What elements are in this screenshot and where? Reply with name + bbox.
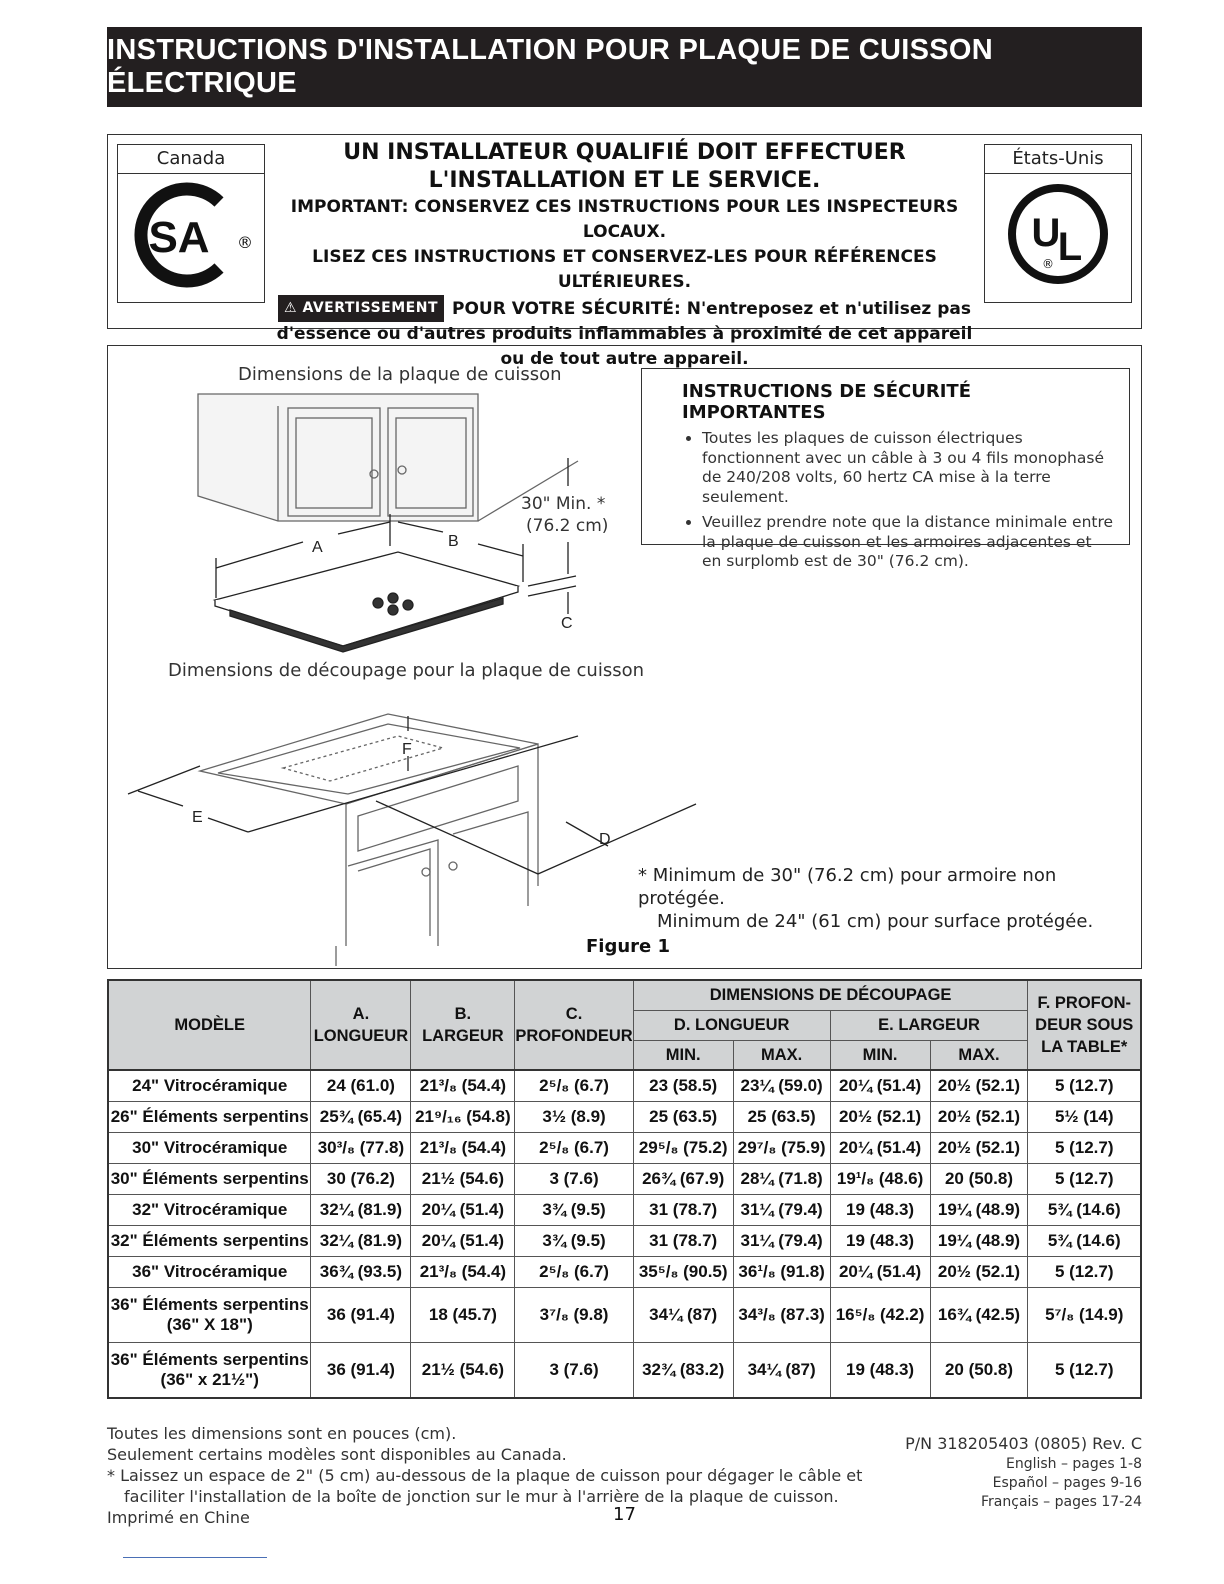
cell-model (108, 1102, 311, 1133)
footer-right (905, 1433, 1142, 1512)
certification-text (268, 139, 981, 372)
cell-d-max: 34³/₈ (87.3) (733, 1288, 830, 1343)
cell-e-max: 19¼ (48.9) (930, 1226, 1028, 1257)
cell-e-min: 20½ (52.1) (830, 1102, 930, 1133)
footer-line3: * Laissez un espace de 2" (5 cm) au-dessous de la plaque de cuisson pour dégager le câble et faciliter l'installation de la boîte de jonction sur le mur à l'arrière de la plaque de cuisson. (107, 1466, 863, 1506)
cell-e-min: 19 (48.3) (830, 1195, 930, 1226)
table-row (108, 1102, 1141, 1133)
cell-b: 18 (45.7) (411, 1288, 515, 1343)
label-d: D (599, 831, 611, 848)
clearance-note-line2: Minimum de 24" (61 cm) pour surface protégée. (657, 911, 1094, 932)
svg-text:U: U (1031, 211, 1061, 255)
figure-label: Figure 1 (586, 936, 671, 957)
cell-e-max: 20½ (52.1) (930, 1070, 1028, 1102)
header-e-min: MIN. (830, 1040, 930, 1070)
model-name: 30" Éléments serpentins (110, 1169, 309, 1188)
cell-b: 21³/₈ (54.4) (411, 1257, 515, 1288)
ul-logo-icon (998, 180, 1118, 290)
cell-c: 3½ (8.9) (515, 1102, 633, 1133)
cell-b: 21½ (54.6) (411, 1164, 515, 1195)
header-d-max: MAX. (733, 1040, 830, 1070)
cell-c: 3¾ (9.5) (515, 1226, 633, 1257)
svg-text:®: ® (1042, 257, 1054, 271)
cell-a: 36¾ (93.5) (311, 1257, 411, 1288)
cell-model (108, 1164, 311, 1195)
cell-e-max: 20½ (52.1) (930, 1102, 1028, 1133)
cell-e-max: 20 (50.8) (930, 1164, 1028, 1195)
warning-badge: ⚠ AVERTISSEMENT (278, 295, 444, 322)
canada-label: Canada (118, 145, 264, 174)
header-c (515, 980, 633, 1070)
cell-model (108, 1195, 311, 1226)
cell-d-max: 29⁷/₈ (75.9) (733, 1133, 830, 1164)
cell-d-min: 25 (63.5) (633, 1102, 733, 1133)
figure-box (107, 345, 1142, 969)
cell-b: 20¼ (51.4) (411, 1195, 515, 1226)
warning-line2: d'essence ou d'autres produits inflammables à proximité de cet appareil (276, 324, 973, 344)
cell-a: 32¼ (81.9) (311, 1195, 411, 1226)
footer-line2: Seulement certains modèles sont disponibles au Canada. (107, 1445, 567, 1464)
cell-model (108, 1070, 311, 1102)
cell-model (108, 1288, 311, 1343)
cell-d-min: 34¼ (87) (633, 1288, 733, 1343)
header-f (1028, 980, 1141, 1070)
cell-e-min: 16⁵/₈ (42.2) (830, 1288, 930, 1343)
cell-e-min: 20¼ (51.4) (830, 1133, 930, 1164)
cell-f: 5 (12.7) (1028, 1343, 1141, 1399)
page-number: 17 (613, 1504, 636, 1525)
svg-text:L: L (1057, 225, 1083, 269)
cell-model (108, 1257, 311, 1288)
model-name: 36" Éléments serpentins (110, 1350, 309, 1369)
cell-d-max: 23¼ (59.0) (733, 1070, 830, 1102)
svg-text:®: ® (237, 233, 253, 252)
label-b: B (448, 533, 459, 550)
cell-b: 21½ (54.6) (411, 1343, 515, 1399)
cell-a: 36 (91.4) (311, 1343, 411, 1399)
model-name: 30" Vitrocéramique (132, 1138, 288, 1157)
cell-f: 5¾ (14.6) (1028, 1195, 1141, 1226)
cell-f: 5¾ (14.6) (1028, 1226, 1141, 1257)
clearance-note-line1: * Minimum de 30" (76.2 cm) pour armoire non protégée. (638, 865, 1057, 909)
cell-d-max: 31¼ (79.4) (733, 1195, 830, 1226)
cell-d-min: 29⁵/₈ (75.2) (633, 1133, 733, 1164)
lang-spanish: Español – pages 9-16 (992, 1475, 1142, 1491)
cell-c: 3⁷/₈ (9.8) (515, 1288, 633, 1343)
cell-a: 30 (76.2) (311, 1164, 411, 1195)
table-row (108, 1343, 1141, 1399)
cooktop-drawing (215, 552, 518, 652)
cell-f: 5 (12.7) (1028, 1070, 1141, 1102)
table-row (108, 1164, 1141, 1195)
lang-english: English – pages 1-8 (1005, 1456, 1142, 1472)
header-cutout: DIMENSIONS DE DÉCOUPAGE (633, 980, 1028, 1010)
cell-d-max: 36¹/₈ (91.8) (733, 1257, 830, 1288)
cell-b: 20¼ (51.4) (411, 1226, 515, 1257)
model-name: 36" Éléments serpentins (110, 1295, 309, 1314)
cell-c: 2⁵/₈ (6.7) (515, 1070, 633, 1102)
base-cabinet-drawing (200, 714, 538, 966)
csa-logo-icon (131, 180, 251, 290)
cell-c: 2⁵/₈ (6.7) (515, 1133, 633, 1164)
cell-c: 3 (7.6) (515, 1164, 633, 1195)
cell-d-min: 32¾ (83.2) (633, 1343, 733, 1399)
cell-a: 32¼ (81.9) (311, 1226, 411, 1257)
header-c-1: C. (565, 1005, 583, 1023)
cell-b: 21³/₈ (54.4) (411, 1133, 515, 1164)
warning-text-1: POUR VOTRE SÉCURITÉ: N'entreposez et n'utilisez pas (452, 299, 971, 319)
model-name: 32" Vitrocéramique (132, 1200, 288, 1219)
footer-line4: Imprimé en Chine (107, 1508, 250, 1527)
cell-f: 5 (12.7) (1028, 1257, 1141, 1288)
label-a: A (312, 539, 323, 556)
header-b-1: B. (454, 1005, 472, 1023)
dimensions-table (107, 979, 1142, 1399)
header-d-min: MIN. (633, 1040, 733, 1070)
qualified-installer-line2: L'INSTALLATION ET LE SERVICE. (428, 168, 821, 193)
cooktop-dimensions-caption: Dimensions de la plaque de cuisson (238, 364, 562, 385)
cell-model (108, 1133, 311, 1164)
header-model: MODÈLE (108, 980, 311, 1070)
cell-e-min: 19¹/₈ (48.6) (830, 1164, 930, 1195)
warning-line3: ou de tout autre appareil. (500, 349, 749, 369)
footer-notes (107, 1423, 864, 1528)
footer-line1: Toutes les dimensions sont en pouces (cm). (107, 1424, 457, 1443)
header-d: D. LONGUEUR (633, 1010, 830, 1040)
cell-e-max: 19¼ (48.9) (930, 1195, 1028, 1226)
header-b (411, 980, 515, 1070)
safety-bullet: • Toutes les plaques de cuisson électriques fonctionnent avec un câble à 3 ou 4 fils monophasé de 240/208 volts, 60 hertz CA mise à la terre seulement. (702, 429, 1115, 507)
safety-title: INSTRUCTIONS DE SÉCURITÉ IMPORTANTES (682, 381, 971, 423)
header-b-2: LARGEUR (422, 1027, 504, 1045)
svg-text:SA: SA (148, 213, 210, 262)
clearance-line2: (76.2 cm) (526, 516, 609, 536)
model-size: (36" x 21½") (160, 1370, 259, 1389)
cell-a: 36 (91.4) (311, 1288, 411, 1343)
cell-e-min: 20¼ (51.4) (830, 1070, 930, 1102)
header-a (311, 980, 411, 1070)
safety-bullet: • Veuillez prendre note que la distance minimale entre la plaque de cuisson et les armoires adjacentes et en surplomb est de 30" (76.2 cm). (702, 513, 1115, 572)
cell-f: 5½ (14) (1028, 1102, 1141, 1133)
header-e: E. LARGEUR (830, 1010, 1028, 1040)
cell-d-max: 28¼ (71.8) (733, 1164, 830, 1195)
part-number: P/N 318205403 (0805) Rev. C (905, 1434, 1142, 1453)
header-f-1: F. PROFON- (1037, 994, 1131, 1012)
safety-list (666, 429, 1115, 572)
qualified-installer-line1: UN INSTALLATEUR QUALIFIÉ DOIT EFFECTUER (343, 140, 906, 165)
ul-logo-box (984, 144, 1132, 303)
header-e-max: MAX. (930, 1040, 1028, 1070)
table-row (108, 1070, 1141, 1102)
label-c: C (561, 615, 573, 632)
header-f-3: LA TABLE* (1041, 1038, 1128, 1056)
cell-d-max: 25 (63.5) (733, 1102, 830, 1133)
cell-d-min: 35⁵/₈ (90.5) (633, 1257, 733, 1288)
cell-e-min: 19 (48.3) (830, 1343, 930, 1399)
cell-c: 3 (7.6) (515, 1343, 633, 1399)
cell-e-max: 20 (50.8) (930, 1343, 1028, 1399)
model-name: 32" Éléments serpentins (110, 1231, 309, 1250)
model-size: (36" X 18") (166, 1315, 253, 1334)
header-f-2: DEUR SOUS (1035, 1016, 1134, 1034)
certification-box (107, 134, 1142, 369)
cell-f: 5⁷/₈ (14.9) (1028, 1288, 1141, 1343)
cell-d-max: 34¼ (87) (733, 1343, 830, 1399)
cell-b: 21⁹/₁₆ (54.8) (411, 1102, 515, 1133)
table-row (108, 1226, 1141, 1257)
footer-rule (123, 1557, 267, 1558)
table-row (108, 1288, 1141, 1343)
cell-model (108, 1343, 311, 1399)
cell-e-min: 20¼ (51.4) (830, 1257, 930, 1288)
cell-b: 21³/₈ (54.4) (411, 1070, 515, 1102)
important-line: IMPORTANT: CONSERVEZ CES INSTRUCTIONS POUR LES INSPECTEURS LOCAUX. (290, 197, 959, 242)
table-body (108, 1070, 1141, 1398)
cell-f: 5 (12.7) (1028, 1164, 1141, 1195)
cell-d-min: 26¾ (67.9) (633, 1164, 733, 1195)
header-a-1: A. (352, 1005, 370, 1023)
cell-e-max: 20½ (52.1) (930, 1133, 1028, 1164)
cell-c: 3¾ (9.5) (515, 1195, 633, 1226)
lang-french: Français – pages 17-24 (981, 1494, 1142, 1510)
read-line: LISEZ CES INSTRUCTIONS ET CONSERVEZ-LES POUR RÉFÉRENCES ULTÉRIEURES. (312, 247, 937, 292)
cell-e-max: 16¾ (42.5) (930, 1288, 1028, 1343)
cutout-dimensions-caption: Dimensions de découpage pour la plaque de cuisson (168, 660, 645, 681)
usa-label: États-Unis (985, 145, 1131, 174)
page-title: INSTRUCTIONS D'INSTALLATION POUR PLAQUE DE CUISSON ÉLECTRIQUE (107, 27, 1142, 107)
model-name: 26" Éléments serpentins (110, 1107, 309, 1126)
cell-e-min: 19 (48.3) (830, 1226, 930, 1257)
cell-a: 25¾ (65.4) (311, 1102, 411, 1133)
label-f: F (402, 741, 412, 758)
table-row (108, 1257, 1141, 1288)
header-a-2: LONGUEUR (313, 1027, 409, 1045)
cell-d-max: 31¼ (79.4) (733, 1226, 830, 1257)
clearance-line1: 30" Min. * (521, 494, 606, 514)
cell-d-min: 31 (78.7) (633, 1226, 733, 1257)
table-row (108, 1133, 1141, 1164)
csa-logo-box (117, 144, 265, 303)
clearance-note (638, 864, 1141, 933)
cell-d-min: 31 (78.7) (633, 1195, 733, 1226)
warning-line1 (268, 295, 981, 322)
model-name: 36" Vitrocéramique (132, 1262, 288, 1281)
cell-a: 30³/₈ (77.8) (311, 1133, 411, 1164)
cell-c: 2⁵/₈ (6.7) (515, 1257, 633, 1288)
safety-instructions-box (641, 368, 1130, 570)
model-name: 24" Vitrocéramique (132, 1076, 288, 1095)
label-e: E (192, 809, 203, 826)
cell-f: 5 (12.7) (1028, 1133, 1141, 1164)
cell-e-max: 20½ (52.1) (930, 1257, 1028, 1288)
table-row (108, 1195, 1141, 1226)
cell-model (108, 1226, 311, 1257)
cell-a: 24 (61.0) (311, 1070, 411, 1102)
header-c-2: PROFONDEUR (515, 1027, 633, 1045)
cell-d-min: 23 (58.5) (633, 1070, 733, 1102)
